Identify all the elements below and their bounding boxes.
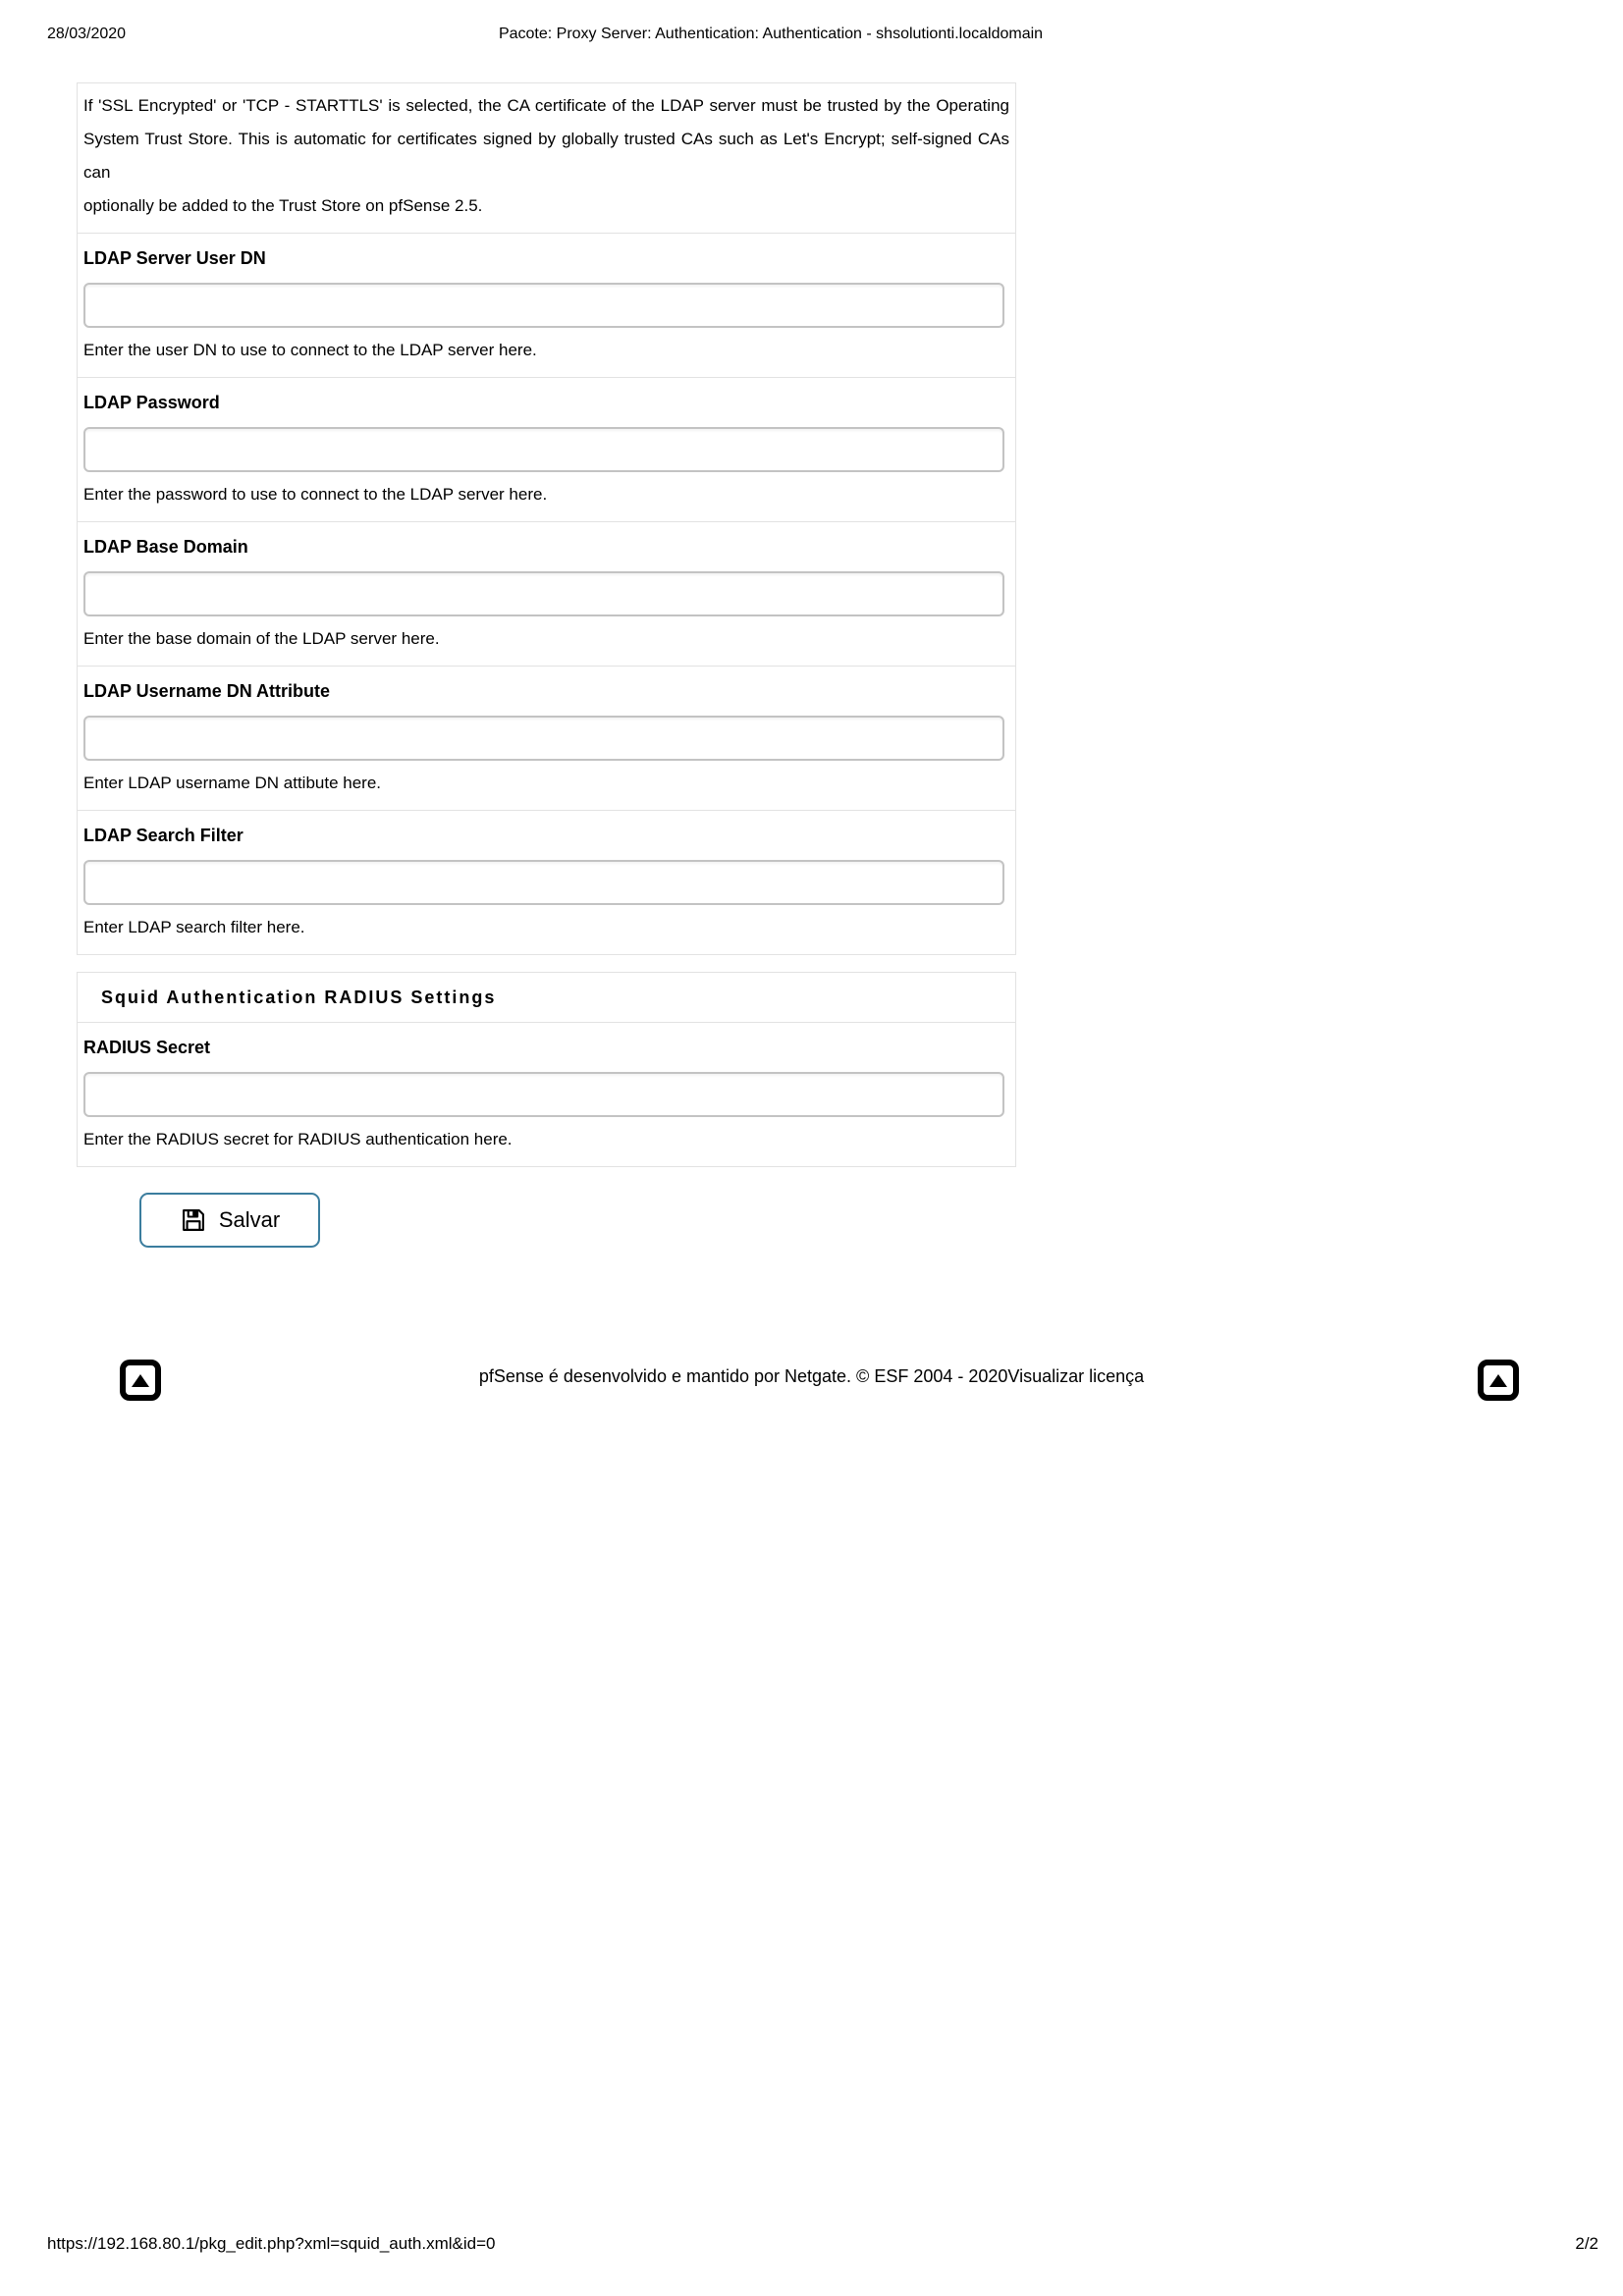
ldap-password-label: LDAP Password [83,393,220,412]
ldap-search-filter-label: LDAP Search Filter [83,826,243,845]
arrow-up-icon [1489,1374,1507,1387]
floppy-disk-icon [180,1206,207,1234]
ldap-server-user-dn-input[interactable] [83,283,1004,328]
ldap-settings-panel [77,82,1016,955]
ssl-trust-note-line: System Trust Store. This is automatic for certificates signed by globally trusted CAs such as Let's Encrypt; self-signed CAs can [83,130,1009,182]
field-row-ldap-password [78,377,1015,521]
print-url: https://192.168.80.1/pkg_edit.php?xml=squid_auth.xml&id=0 [47,2234,496,2253]
save-button-label: Salvar [218,1207,281,1232]
footer-copyright: pfSense é desenvolvido e mantido por Netgate. © ESF 2004 - 2020 [478,1366,1008,1386]
field-row-ldap-server-user-dn [78,233,1015,377]
ldap-username-dn-attribute-help: Enter LDAP username DN attibute here. [83,774,382,792]
ldap-base-domain-help: Enter the base domain of the LDAP server here. [83,629,440,648]
field-row-ldap-username-dn-attribute [78,666,1015,810]
radius-section-title: Squid Authentication RADIUS Settings [101,988,497,1007]
ldap-server-user-dn-label: LDAP Server User DN [83,248,266,268]
ssl-trust-note [78,83,1015,233]
ldap-username-dn-attribute-label: LDAP Username DN Attribute [83,681,331,701]
field-row-ldap-search-filter [78,810,1015,954]
ldap-username-dn-attribute-input[interactable] [83,716,1004,761]
field-row-radius-secret [78,1022,1015,1166]
ldap-base-domain-input[interactable] [83,571,1004,616]
field-row-ldap-base-domain [78,521,1015,666]
radius-secret-label: RADIUS Secret [83,1038,211,1057]
save-button[interactable] [139,1193,320,1248]
ldap-server-user-dn-help: Enter the user DN to use to connect to the LDAP server here. [83,341,537,359]
site-footer [0,1366,1623,1387]
radius-secret-help: Enter the RADIUS secret for RADIUS authentication here. [83,1130,513,1148]
print-date: 28/03/2020 [47,26,127,42]
ldap-password-input[interactable] [83,427,1004,472]
radius-section-header [78,973,1015,1022]
form-content [77,82,1016,1248]
ssl-trust-note-line: optionally be added to the Trust Store on pfSense 2.5. [83,196,483,215]
radius-settings-panel [77,972,1016,1167]
view-license-link[interactable]: Visualizar licença [1007,1366,1145,1386]
ldap-search-filter-help: Enter LDAP search filter here. [83,918,305,936]
print-title: Pacote: Proxy Server: Authentication: Authentication - shsolutionti.localdomain [498,26,1044,42]
ldap-password-help: Enter the password to use to connect to the LDAP server here. [83,485,548,504]
scroll-to-top-icon[interactable] [1478,1360,1519,1401]
ldap-base-domain-label: LDAP Base Domain [83,537,248,557]
ldap-search-filter-input[interactable] [83,860,1004,905]
ssl-trust-note-line: If 'SSL Encrypted' or 'TCP - STARTTLS' is selected, the CA certificate of the LDAP server must be trusted by the Operating [83,96,1009,115]
radius-secret-input[interactable] [83,1072,1004,1117]
print-page-number: 2/2 [1575,2234,1598,2253]
